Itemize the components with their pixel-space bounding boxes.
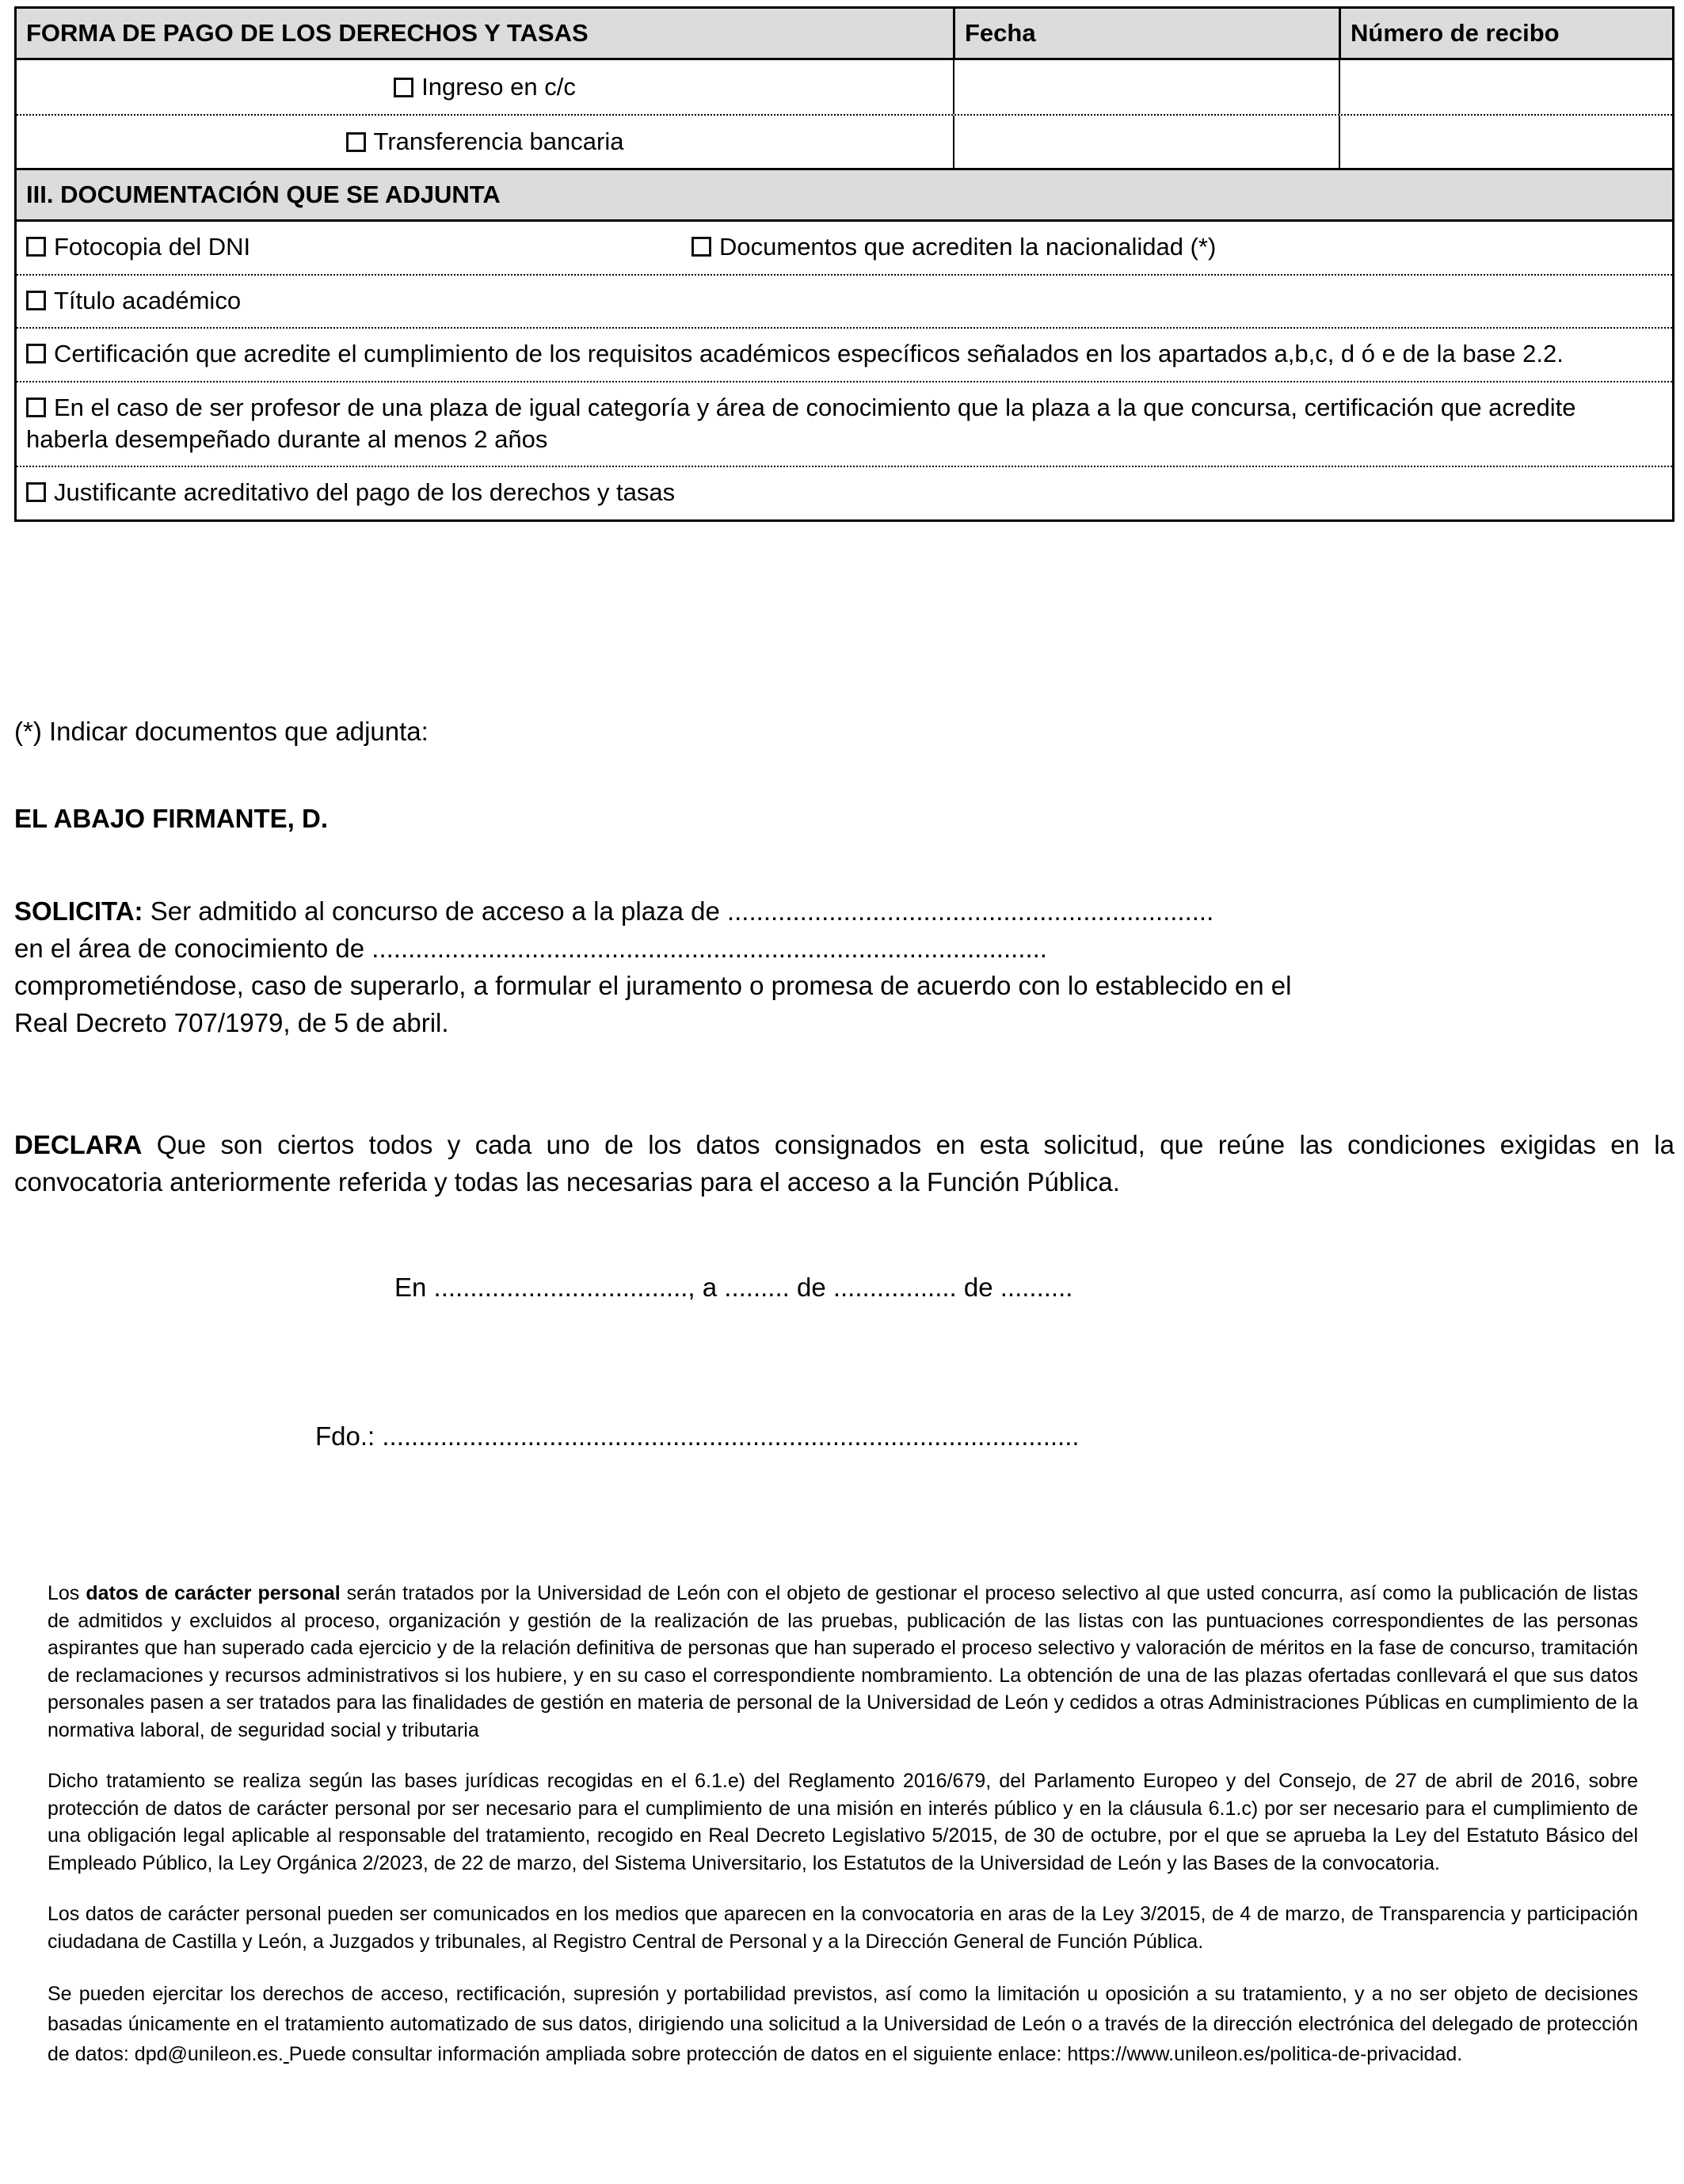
doc-item-label: Certificación que acredite el cumplimiento de los requisitos académicos específicos señalados en los apartados a,b,c, d ó e de la base 2.2. [54, 340, 1564, 368]
documentation-row[interactable] [17, 466, 1672, 519]
checkbox-icon[interactable] [26, 237, 46, 257]
payment-fecha-value-cell[interactable] [953, 60, 1339, 114]
payment-title-cell: FORMA DE PAGO DE LOS DERECHOS Y TASAS [26, 19, 589, 47]
solicita-label: SOLICITA: [14, 896, 143, 926]
checkbox-icon[interactable] [26, 482, 46, 502]
privacy-p4-underline-space [284, 2043, 289, 2065]
doc-item-label: Documentos que acrediten la nacionalidad (*) [719, 233, 1217, 261]
declaration-body [14, 717, 1674, 1452]
signature-line[interactable]: Fdo.: ................................................................................................ [315, 1421, 1080, 1452]
declara-paragraph [14, 1127, 1674, 1201]
declara-label: DECLARA [14, 1130, 143, 1160]
privacy-paragraph-3: Los datos de carácter personal pueden ser comunicados en los medios que aparecen en la convocatoria en aras de la Ley 3/2015, de 4 de marzo, de Transparencia y participación ciudadana de Castilla y León, a Juzgados y tribunales, al Registro Central de Personal y a la Dirección General de Función Pública. [48, 1903, 1638, 1953]
payment-header-row [17, 9, 1672, 60]
privacy-paragraph-4 [48, 1979, 1638, 2069]
payment-option-label: Ingreso en c/c [421, 73, 576, 101]
checkbox-icon[interactable] [26, 398, 46, 417]
payment-recibo-value-cell[interactable] [1339, 116, 1672, 168]
solicita-line-2: en el área de conocimiento de ............................................................................................. [14, 933, 1047, 963]
application-form-table [14, 6, 1674, 522]
payment-fecha-value-cell[interactable] [953, 116, 1339, 168]
declara-text: Que son ciertos todos y cada uno de los datos consignados en esta solicitud, que reúne las condiciones exigidas en la convocatoria anteriormente referida y todas las necesarias para el acceso a la Función Pública. [14, 1130, 1674, 1197]
privacy-p4-second: Puede consultar información ampliada sobre protección de datos en el siguiente enlace: https://www.unileon.es/politica-de-privacidad. [288, 2043, 1463, 2065]
documentation-row [17, 222, 1672, 274]
place-date-line[interactable]: En ..................................., a ......... de ................. de .......... [394, 1273, 1073, 1303]
privacy-p1-rest: serán tratados por la Universidad de León con el objeto de gestionar el proceso selectivo al que usted concurra, así como la publicación de listas de admitidos y excluidos al proceso, organización y gestión de la realización de las pruebas, publicación de las listas con las puntuaciones correspondientes de las personas aspirantes que han superado cada ejercicio y de la relación definitiva de personas que han superado el proceso selectivo y valoración de méritos en la fase de concurso, tramitación de reclamaciones y recursos administrativos si los hubiere, y en su caso el correspondiente nombramiento. La obtención de una de las plazas ofertadas conllevará el que sus datos personales pasen a ser tratados para las finalidades de gestión en materia de personal de la Universidad de León y cedidos a otras Administraciones Públicas en cumplimiento de la normativa laboral, de seguridad social y tributaria [48, 1582, 1638, 1741]
privacy-notice [48, 1580, 1638, 2069]
doc-item-label: Justificante acreditativo del pago de los derechos y tasas [54, 478, 676, 507]
privacy-paragraph-2: Dicho tratamiento se realiza según las bases jurídicas recogidas en el 6.1.e) del Reglamento 2016/679, del Parlamento Europeo y del Consejo, de 27 de abril de 2016, sobre protección de datos de carácter personal por ser necesario para el cumplimiento de una misión en interés público y en la cláusula 6.1.c) por ser necesario para el cumplimiento de una obligación legal aplicable al responsable del tratamiento, recogido en Real Decreto Legislativo 5/2015, de 30 de octubre, por el que se aprueba la Ley del Estatuto Básico del Empleado Público, la Ley Orgánica 2/2023, de 22 de marzo, del Sistema Universitario, los Estatutos de la Universidad de León y las Bases de la convocatoria. [48, 1770, 1638, 1874]
payment-recibo-header-cell: Número de recibo [1339, 9, 1672, 58]
solicita-line-1: Ser admitido al concurso de acceso a la plaza de ................................................................... [143, 896, 1214, 926]
privacy-paragraph-1 [48, 1580, 1638, 1744]
solicita-paragraph [14, 893, 1674, 1041]
documentation-row[interactable] [17, 327, 1672, 381]
documentation-row[interactable] [17, 381, 1672, 466]
payment-option-transferencia[interactable] [17, 116, 953, 168]
checkbox-icon[interactable] [346, 132, 366, 152]
indicar-documentos-note: (*) Indicar documentos que adjunta: [14, 717, 429, 746]
doc-item-label: Fotocopia del DNI [54, 233, 251, 261]
doc-item-label: En el caso de ser profesor de una plaza de igual categoría y área de conocimiento que la plaza a la que concursa, certificación que acredite haberla desempeñado durante al menos 2 años [26, 394, 1576, 453]
doc-item-label: Título académico [54, 286, 242, 314]
payment-option-row [17, 114, 1672, 168]
solicita-line-4: Real Decreto 707/1979, de 5 de abril. [14, 1007, 449, 1037]
checkbox-icon[interactable] [26, 344, 46, 363]
checkbox-icon[interactable] [26, 291, 46, 310]
payment-option-ingreso[interactable] [17, 60, 953, 114]
checkbox-icon[interactable] [692, 237, 711, 257]
privacy-p1-bold: datos de carácter personal [86, 1582, 341, 1604]
payment-option-row [17, 60, 1672, 114]
doc-item-fotocopia-dni[interactable] [26, 231, 692, 263]
payment-option-label: Transferencia bancaria [373, 127, 624, 155]
payment-recibo-value-cell[interactable] [1339, 60, 1672, 114]
documentation-row[interactable] [17, 274, 1672, 328]
doc-item-documentos-nacionalidad[interactable] [692, 231, 1663, 263]
solicita-line-3: comprometiéndose, caso de superarlo, a formular el juramento o promesa de acuerdo con lo establecido en el [14, 970, 1292, 1000]
checkbox-icon[interactable] [394, 78, 413, 97]
abajo-firmante-heading: EL ABAJO FIRMANTE, D. [14, 804, 329, 833]
privacy-p1-prefix: Los [48, 1582, 86, 1604]
payment-fecha-header-cell: Fecha [953, 9, 1339, 58]
privacy-p4-first: Se pueden ejercitar los derechos de acceso, rectificación, supresión y portabilidad previstos, así como la limitación u oposición a su tratamiento, y a no ser objeto de decisiones basadas únicamente en el tratamiento automatizado de sus datos, dirigiendo una solicitud a la Universidad de León o a través de la dirección electrónica del delegado de protección de datos: dpd@unileon.es. [48, 1983, 1638, 2065]
section-header-documentacion: III. DOCUMENTACIÓN QUE SE ADJUNTA [17, 168, 1672, 222]
